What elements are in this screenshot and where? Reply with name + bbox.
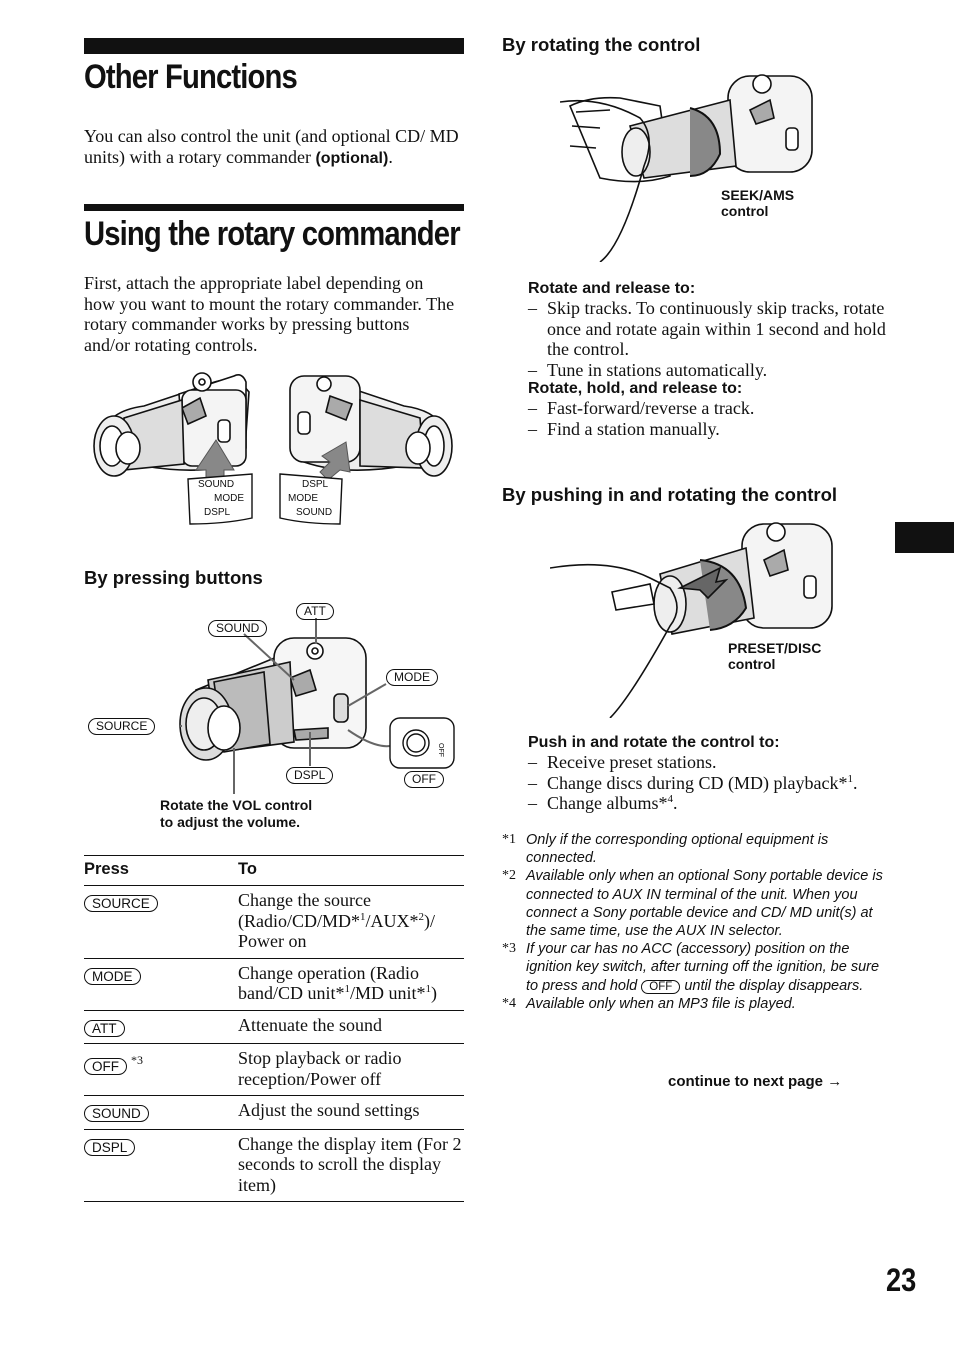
action-cell: Change the display item (For 2 seconds to scroll the display item) bbox=[238, 1129, 464, 1202]
label-card-left-mode: MODE bbox=[214, 493, 244, 504]
off-small-label: OFF bbox=[437, 743, 444, 757]
press-cell bbox=[84, 886, 238, 959]
off-inline-button: OFF bbox=[641, 980, 680, 994]
action-cell: Change the source (Radio/CD/MD*$^1$/AUX*$^2$)/ Power on bbox=[238, 886, 464, 959]
intro-optional: (optional) bbox=[315, 149, 389, 167]
footnote-3: *3 If your car has no ACC (accessory) position on the ignition key switch, after turning off the ignition, be sure to press and hold OFF until the display disappears. bbox=[502, 941, 880, 994]
intro-text: You can also control the unit (and optional CD/ MD units) with a rotary commander bbox=[84, 126, 459, 167]
press-cell bbox=[84, 1010, 238, 1044]
button-label-att: ATT bbox=[84, 1020, 125, 1037]
section-title-rotary-commander: Using the rotary commander bbox=[84, 215, 460, 253]
title-bar-1 bbox=[84, 38, 464, 54]
page-number: 23 bbox=[886, 1262, 917, 1298]
press-cell bbox=[84, 1096, 238, 1130]
button-label-off: OFF bbox=[84, 1058, 127, 1075]
preset-disc-line-2: control bbox=[728, 656, 776, 672]
rotate-hold-heading: Rotate, hold, and release to: bbox=[528, 380, 743, 397]
rotating-control-illustration bbox=[560, 66, 820, 262]
label-card-right-sound: SOUND bbox=[296, 507, 333, 518]
rotate-release-list bbox=[528, 298, 888, 380]
action-cell: Stop playback or radio reception/Power off bbox=[238, 1044, 464, 1096]
label-card-left-sound: SOUND bbox=[198, 479, 235, 490]
right-commander-drawing bbox=[290, 376, 452, 476]
rotate-hold-list bbox=[528, 398, 888, 439]
intro-end: . bbox=[388, 146, 393, 167]
push-rotate-list bbox=[528, 752, 898, 814]
list-item: – Tune in stations automatically. bbox=[528, 360, 888, 381]
table-row bbox=[84, 1010, 464, 1044]
page-title-other-functions: Other Functions bbox=[84, 58, 297, 96]
press-table bbox=[84, 855, 464, 1202]
table-row bbox=[84, 886, 464, 959]
table-row bbox=[84, 1129, 464, 1202]
list-item: – Change albums*$^4$. bbox=[528, 793, 898, 814]
label-card-left-dspl: DSPL bbox=[204, 507, 231, 518]
table-header-row bbox=[84, 856, 464, 886]
push-rotate-illustration bbox=[550, 518, 840, 718]
action-cell: Attenuate the sound bbox=[238, 1010, 464, 1044]
seek-ams-line-1: SEEK/AMS bbox=[721, 187, 795, 203]
mounting-label-illustration bbox=[84, 368, 464, 528]
heading-by-pressing-buttons: By pressing buttons bbox=[84, 567, 263, 588]
arrow-right-icon: → bbox=[827, 1073, 843, 1090]
rotate-release-section bbox=[528, 280, 888, 439]
footnote-2: *2 Available only when an optional Sony portable device is connected to AUX IN terminal of the unit. When you connect a Sony portable device and CD/ MD unit(s) at the same time, use the AUX IN selector. bbox=[502, 868, 883, 940]
preset-disc-line-1: PRESET/DISC bbox=[728, 640, 822, 656]
label-card-right-dspl: DSPL bbox=[302, 479, 329, 490]
seek-ams-line-2: control bbox=[721, 203, 769, 219]
table-row bbox=[84, 1096, 464, 1130]
button-label-sound: SOUND bbox=[84, 1105, 149, 1122]
sound-callout: SOUND bbox=[208, 620, 267, 637]
preset-disc-label bbox=[728, 640, 821, 672]
list-item: – Skip tracks. To continuously skip tracks, rotate once and rotate again within 1 second and hold the control. bbox=[528, 298, 888, 360]
col-to: To bbox=[238, 856, 464, 886]
dspl-callout: DSPL bbox=[286, 767, 333, 784]
list-item: – Find a station manually. bbox=[528, 419, 888, 440]
rotary-intro-paragraph: First, attach the appropriate label depending on how you want to mount the rotary commander. The rotary commander works by pressing buttons and/or rotating controls. bbox=[84, 273, 455, 355]
label-card-left bbox=[192, 478, 262, 520]
push-rotate-heading: Push in and rotate the control to: bbox=[528, 734, 780, 751]
heading-pushing-rotating: By pushing in and rotating the control bbox=[502, 484, 838, 505]
table-row bbox=[84, 1044, 464, 1096]
press-cell bbox=[84, 1129, 238, 1202]
table-row bbox=[84, 958, 464, 1010]
rotate-release-heading: Rotate and release to: bbox=[528, 280, 696, 297]
source-callout: SOURCE bbox=[88, 718, 155, 735]
continue-next-page: continue to next page → bbox=[668, 1073, 843, 1090]
footnote-1: *1 Only if the corresponding optional equipment is connected. bbox=[502, 832, 829, 867]
off-callout: OFF bbox=[404, 771, 444, 788]
list-item: – Receive preset stations. bbox=[528, 752, 898, 773]
heading-by-rotating: By rotating the control bbox=[502, 34, 701, 55]
footnote-ref: *3 bbox=[131, 1053, 143, 1067]
title-bar-2 bbox=[84, 204, 464, 211]
vol-caption bbox=[160, 797, 312, 831]
footnotes bbox=[502, 831, 888, 1013]
side-tab-marker bbox=[895, 522, 954, 553]
button-label-dspl: DSPL bbox=[84, 1139, 135, 1156]
action-cell: Change operation (Radio band/CD unit*$^1$/MD unit*$^1$) bbox=[238, 958, 464, 1010]
action-cell: Adjust the sound settings bbox=[238, 1096, 464, 1130]
list-item: – Change discs during CD (MD) playback*$^1$. bbox=[528, 773, 898, 794]
mode-callout: MODE bbox=[386, 669, 438, 686]
label-card-right-mode: MODE bbox=[288, 493, 318, 504]
press-cell bbox=[84, 958, 238, 1010]
list-item: – Fast-forward/reverse a track. bbox=[528, 398, 888, 419]
att-callout: ATT bbox=[296, 603, 334, 620]
push-rotate-section bbox=[528, 734, 898, 814]
button-label-source: SOURCE bbox=[84, 895, 158, 912]
col-press: Press bbox=[84, 856, 238, 886]
label-card-right bbox=[284, 478, 354, 520]
intro-paragraph bbox=[84, 126, 468, 169]
vol-caption-line-2: to adjust the volume. bbox=[160, 814, 301, 830]
vol-caption-line-1: Rotate the VOL control bbox=[160, 797, 313, 813]
footnote-4: *4 Available only when an MP3 file is played. bbox=[502, 995, 796, 1012]
button-label-mode: MODE bbox=[84, 968, 141, 985]
press-cell bbox=[84, 1044, 238, 1096]
seek-ams-label bbox=[721, 187, 794, 219]
